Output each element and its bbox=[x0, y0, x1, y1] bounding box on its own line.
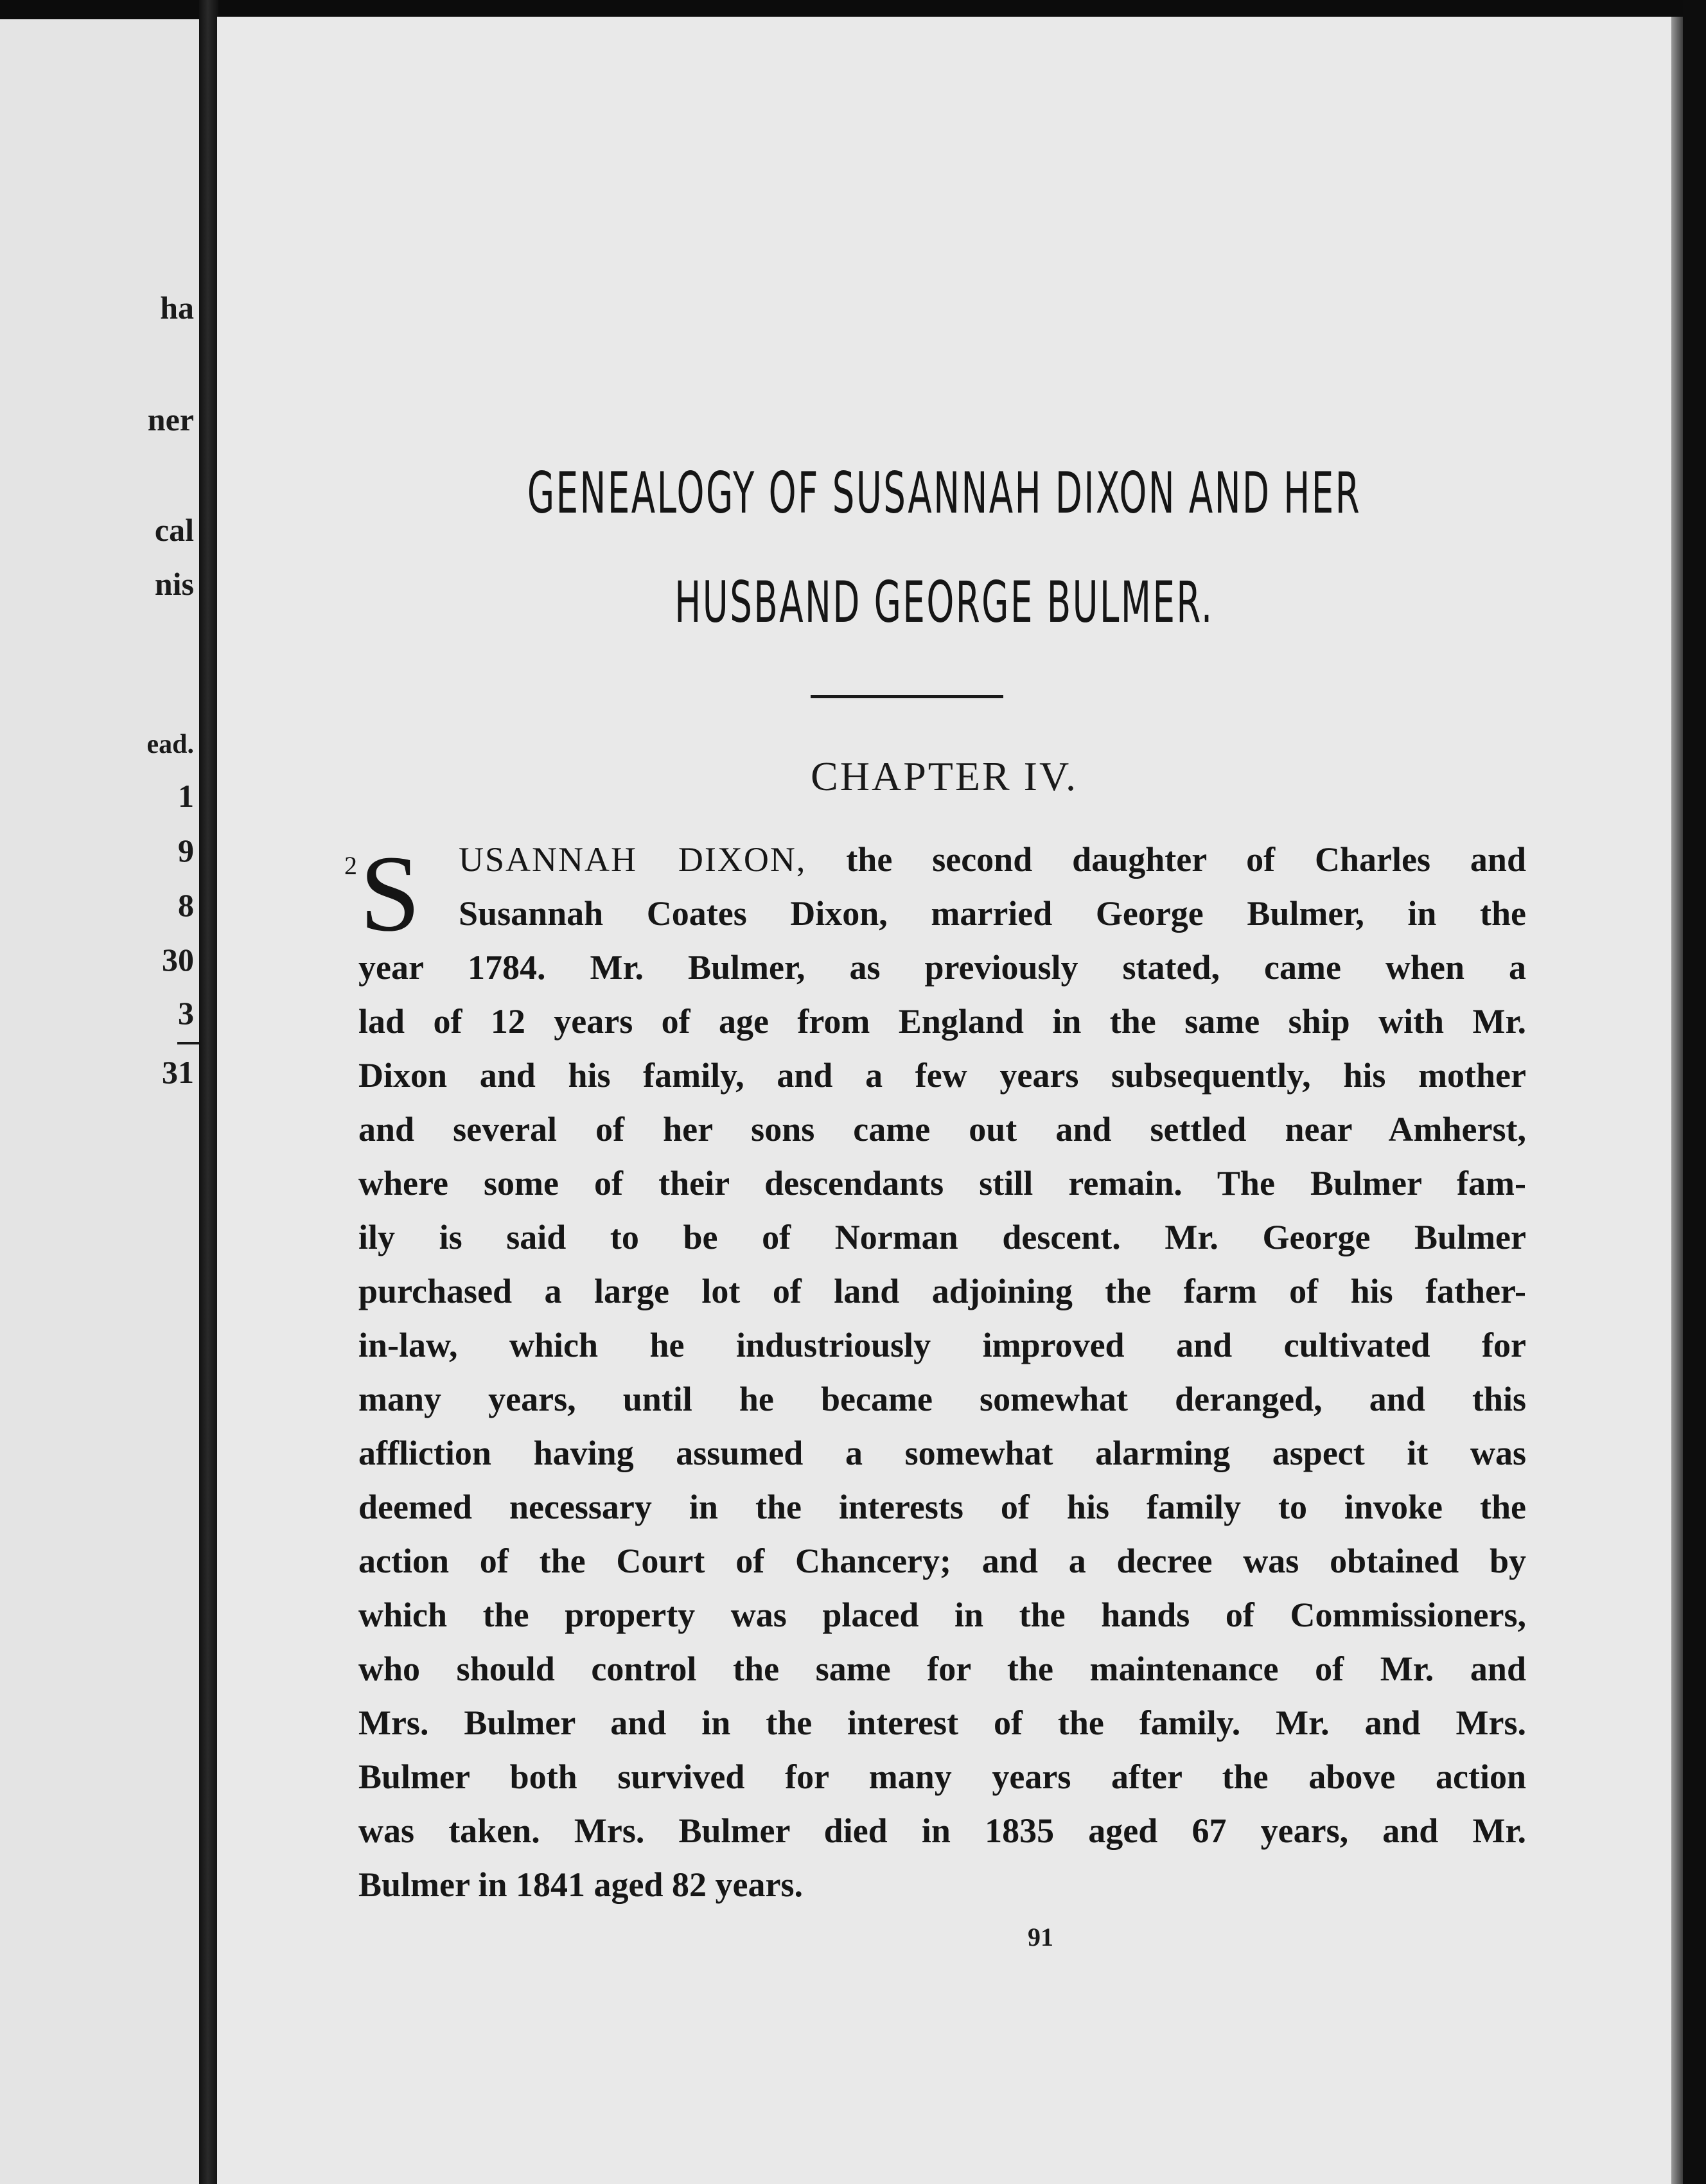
chapter-heading: CHAPTER IV. bbox=[811, 753, 1078, 799]
footnote-marker: 2 bbox=[344, 851, 357, 880]
left-page-fragment: 30 bbox=[162, 942, 194, 978]
body-text-line: who should control the same for the maintenance of Mr. and bbox=[358, 1650, 1526, 1688]
drop-cap-letter: S bbox=[360, 833, 421, 954]
page-number: 91 bbox=[1028, 1923, 1053, 1951]
left-page-fragment: 31 bbox=[162, 1054, 194, 1090]
page-edge-shadow bbox=[1671, 17, 1683, 2184]
left-page-fragment: 9 bbox=[178, 832, 194, 868]
body-text-line: year 1784. Mr. Bulmer, as previously stated, came when a bbox=[358, 948, 1526, 987]
body-text-line: where some of their descendants still remain. The Bulmer fam- bbox=[358, 1164, 1526, 1202]
left-page-fragment: 8 bbox=[178, 887, 194, 923]
body-text-line: ily is said to be of Norman descent. Mr. George Bulmer bbox=[358, 1218, 1526, 1256]
body-text-line: affliction having assumed a somewhat alarming aspect it was bbox=[358, 1434, 1526, 1472]
body-text-line: action of the Court of Chancery; and a decree was obtained by bbox=[358, 1542, 1526, 1580]
body-text-line: Bulmer both survived for many years after the above action bbox=[358, 1757, 1526, 1796]
page-title-line-1: GENEALOGY OF SUSANNAH DIXON AND HER bbox=[527, 460, 1362, 526]
body-text-line: in-law, which he industriously improved and cultivated for bbox=[358, 1326, 1526, 1364]
left-page-fragment: 1 bbox=[178, 778, 194, 814]
book-page bbox=[217, 17, 1671, 2184]
body-text-line: Bulmer in 1841 aged 82 years. bbox=[358, 1865, 803, 1904]
left-page-fragment: ha bbox=[160, 290, 194, 326]
left-page-fragment: 3 bbox=[178, 995, 194, 1031]
previous-page-sliver bbox=[0, 19, 199, 2184]
left-page-fragment: ead. bbox=[146, 730, 194, 759]
body-text-line: deemed necessary in the interests of his family to invoke the bbox=[358, 1488, 1526, 1526]
left-page-fragment: cal bbox=[154, 512, 194, 548]
title-divider-rule bbox=[811, 695, 1003, 698]
body-text-line: many years, until he became somewhat deranged, and this bbox=[358, 1380, 1526, 1418]
body-text-line: was taken. Mrs. Bulmer died in 1835 aged 67 years, and Mr. bbox=[358, 1811, 1526, 1850]
body-text-line: purchased a large lot of land adjoining the farm of his father- bbox=[358, 1272, 1526, 1310]
body-text-line: Susannah Coates Dixon, married George Bulmer, in the bbox=[459, 894, 1526, 933]
body-text-line: and several of her sons came out and settled near Amherst, bbox=[358, 1110, 1526, 1149]
first-line-caps: USANNAH DIXON, bbox=[459, 840, 807, 879]
book-gutter bbox=[199, 0, 218, 2184]
body-text-line bbox=[459, 839, 1526, 880]
left-page-sum-rule bbox=[177, 1042, 199, 1044]
left-page-fragment: nis bbox=[154, 566, 194, 602]
page-title-line-2: HUSBAND GEORGE BULMER. bbox=[674, 569, 1214, 635]
first-line-rest: the second daughter of Charles and bbox=[806, 840, 1526, 879]
body-text-line: Mrs. Bulmer and in the interest of the family. Mr. and Mrs. bbox=[358, 1704, 1526, 1742]
left-page-fragment: ner bbox=[147, 401, 194, 437]
body-text-line: lad of 12 years of age from England in the same ship with Mr. bbox=[358, 1002, 1526, 1041]
body-text-line: Dixon and his family, and a few years subsequently, his mother bbox=[358, 1056, 1526, 1095]
scan-border bbox=[1683, 0, 1706, 2184]
body-text-line: which the property was placed in the hands of Commissioners, bbox=[358, 1596, 1526, 1634]
